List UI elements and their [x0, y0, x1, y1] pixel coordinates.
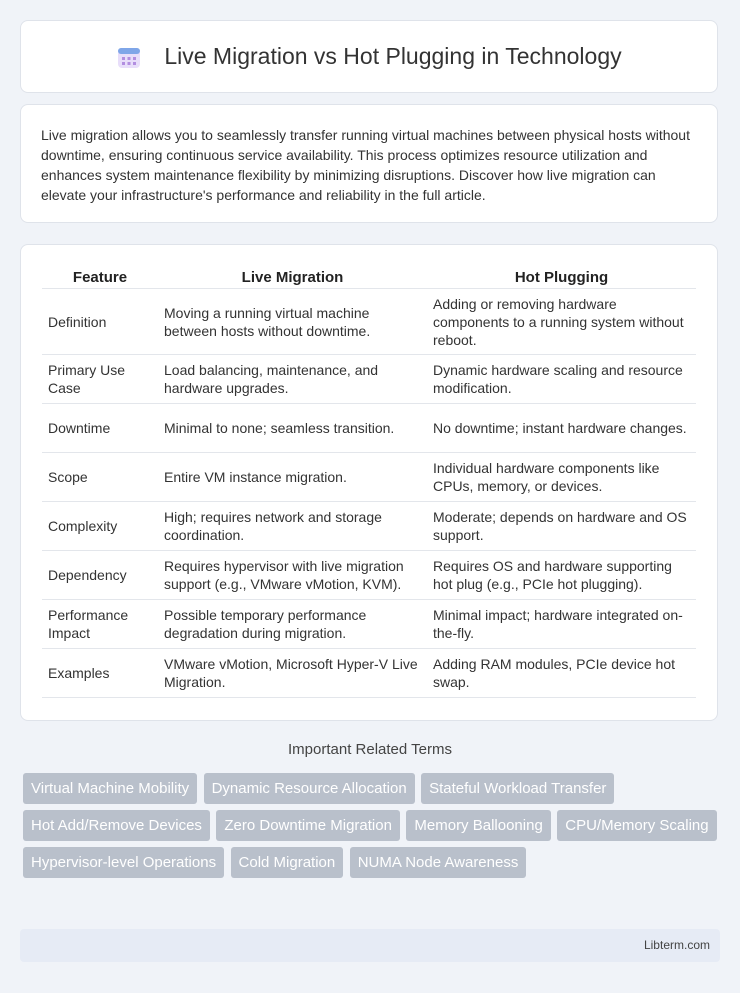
table-row	[42, 502, 696, 551]
intro-text: Live migration allows you to seamlessly transfer running virtual machines between physical hosts without downtime, ensuring continuous service availability. This process optimizes resource utilization and enhances system maintenance flexibility by minimizing disruptions. Discover how live migration can elevate your infrastructure's performance and reliability in the full article.	[41, 127, 690, 203]
hot-plugging-cell: Adding or removing hardware components to a running system without reboot.	[427, 289, 696, 355]
feature-cell: Performance Impact	[42, 600, 158, 649]
table-row	[42, 649, 696, 698]
feature-cell: Scope	[42, 453, 158, 502]
feature-cell: Complexity	[42, 502, 158, 551]
hot-plugging-cell: No downtime; instant hardware changes.	[427, 404, 696, 453]
comparison-table-card	[20, 244, 718, 721]
term-tag[interactable]: CPU/Memory Scaling	[557, 810, 716, 841]
hot-plugging-cell: Dynamic hardware scaling and resource modification.	[427, 355, 696, 404]
column-header: Hot Plugging	[427, 265, 696, 289]
footer-site-link[interactable]: Libterm.com	[643, 938, 710, 952]
live-migration-cell: Possible temporary performance degradation during migration.	[158, 600, 427, 649]
column-header: Live Migration	[158, 265, 427, 289]
term-tag[interactable]: Virtual Machine Mobility	[23, 773, 197, 804]
header-card	[20, 20, 718, 93]
feature-cell: Definition	[42, 289, 158, 355]
term-tag[interactable]: Zero Downtime Migration	[216, 810, 400, 841]
live-migration-cell: Requires hypervisor with live migration support (e.g., VMware vMotion, KVM).	[158, 551, 427, 600]
table-row	[42, 355, 696, 404]
term-tag[interactable]: Cold Migration	[231, 847, 344, 878]
live-migration-cell: Load balancing, maintenance, and hardware upgrades.	[158, 355, 427, 404]
term-tag[interactable]: Stateful Workload Transfer	[421, 773, 614, 804]
term-tag[interactable]: NUMA Node Awareness	[350, 847, 527, 878]
page-title: Live Migration vs Hot Plugging in Technology	[164, 43, 622, 69]
term-tag[interactable]: Memory Ballooning	[406, 810, 550, 841]
live-migration-cell: High; requires network and storage coordination.	[158, 502, 427, 551]
feature-cell: Examples	[42, 649, 158, 698]
hot-plugging-cell: Adding RAM modules, PCIe device hot swap.	[427, 649, 696, 698]
table-row	[42, 600, 696, 649]
comparison-table	[42, 265, 696, 698]
footer	[20, 929, 720, 962]
calendar-icon	[116, 44, 142, 70]
feature-cell: Primary Use Case	[42, 355, 158, 404]
term-tag[interactable]: Hot Add/Remove Devices	[23, 810, 210, 841]
term-tag[interactable]: Dynamic Resource Allocation	[204, 773, 415, 804]
table-row	[42, 404, 696, 453]
term-tag[interactable]: Hypervisor-level Operations	[23, 847, 224, 878]
related-terms-title: Important Related Terms	[288, 741, 452, 758]
live-migration-cell: Moving a running virtual machine between hosts without downtime.	[158, 289, 427, 355]
live-migration-cell: Minimal to none; seamless transition.	[158, 404, 427, 453]
column-header: Feature	[42, 265, 158, 289]
table-row	[42, 551, 696, 600]
hot-plugging-cell: Requires OS and hardware supporting hot plug (e.g., PCIe hot plugging).	[427, 551, 696, 600]
feature-cell: Downtime	[42, 404, 158, 453]
hot-plugging-cell: Minimal impact; hardware integrated on-the-fly.	[427, 600, 696, 649]
hot-plugging-cell: Moderate; depends on hardware and OS support.	[427, 502, 696, 551]
hot-plugging-cell: Individual hardware components like CPUs, memory, or devices.	[427, 453, 696, 502]
table-row	[42, 289, 696, 355]
live-migration-cell: Entire VM instance migration.	[158, 453, 427, 502]
feature-cell: Dependency	[42, 551, 158, 600]
intro-card	[20, 104, 718, 223]
related-terms-list	[23, 773, 723, 884]
table-row	[42, 453, 696, 502]
live-migration-cell: VMware vMotion, Microsoft Hyper-V Live Migration.	[158, 649, 427, 698]
